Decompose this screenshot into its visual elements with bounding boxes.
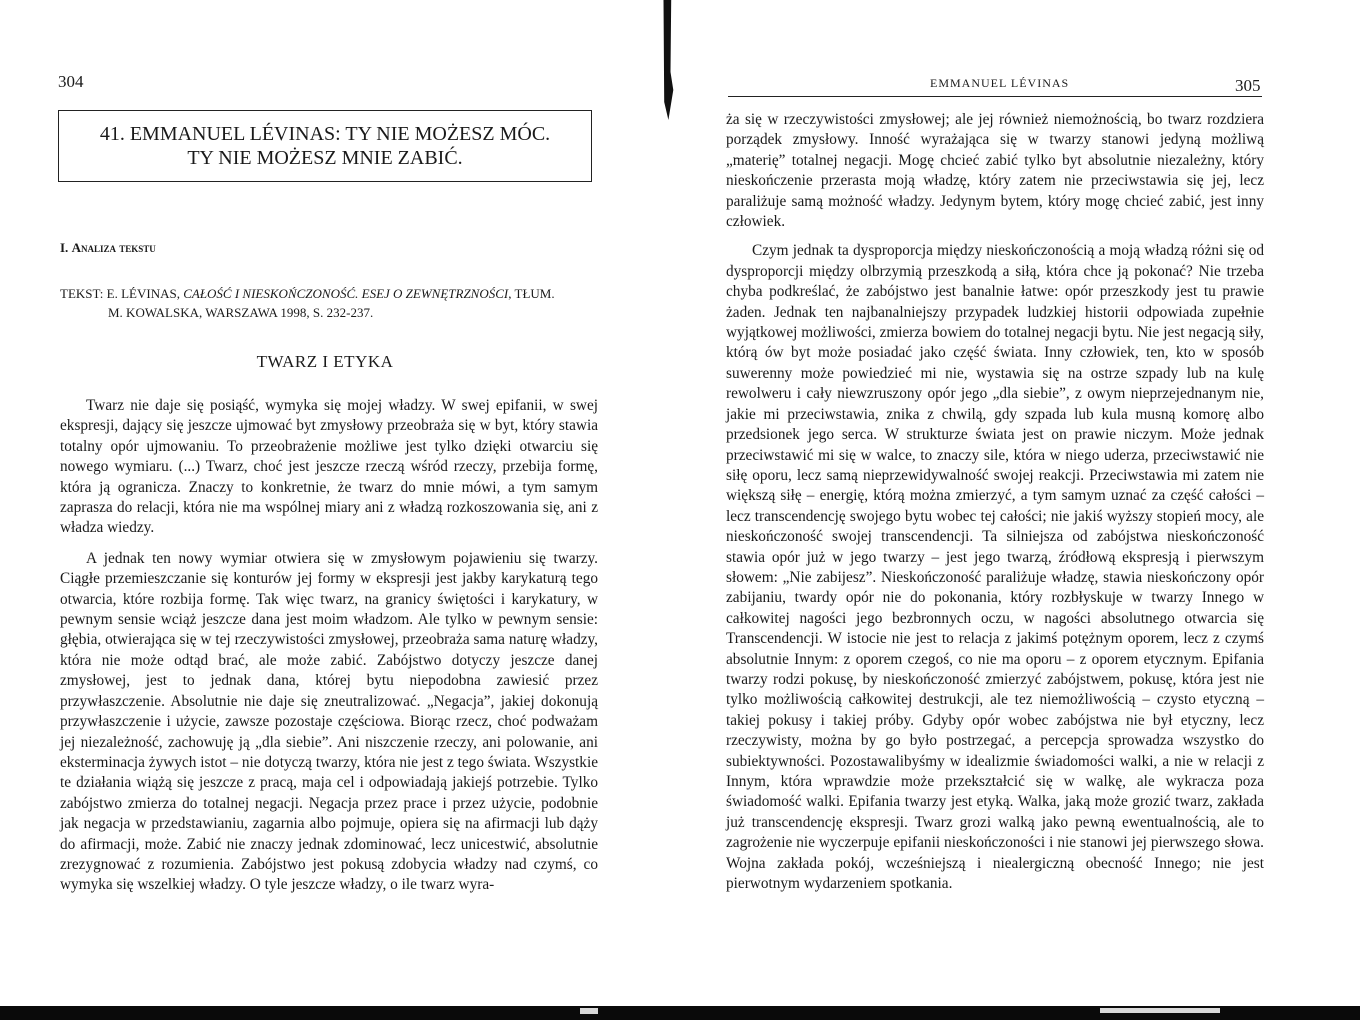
- paragraph: ża się w rzeczywistości zmysłowej; ale jej również niemożnością, bo twarz rozdziera porządek zmysłowy. Inność wyrażająca się w twarzy stanowi jedyną możliwą „materię” totalnej negacji. Mogę chcieć zabić tylko byt absolutnie niezależny, który nieskończenie przerasta moją władzę, który zatem nie przeciwstawia się jej, lecz paraliżuje samą możność władzy. Jedynym bytem, który mogę chcieć zabić, jest inny człowiek.: [726, 111, 1264, 231]
- page-number-right: 305: [1235, 76, 1261, 95]
- section-heading: [60, 240, 156, 256]
- section-number: I.: [60, 240, 69, 255]
- header-rule: [728, 96, 1262, 97]
- chapter-title-line2: TY NIE MOŻESZ MNIE ZABIĆ.: [187, 147, 463, 169]
- source-title: CAŁOŚĆ I NIESKOŃCZONOŚĆ. ESEJ O ZEWNĘTRZNOŚCI: [183, 286, 509, 301]
- paragraph: Czym jednak ta dysproporcja między nieskończonością a moją władzą różni się od dysproporcji między olbrzymią przeszkodą a siłą, która chce ją pokonać? Nie trzeba chyba podkreślać, że zabójstwo jest banalnie łatwe: opór przeszkody jest tu prawie żaden. Jednak ten najbanalniejszy przypadek ludzkiej historii odpowiada zupełnie wyjątkowej możliwości, zmierza bowiem do totalnej negacji bytu. Nie jest negacją siły, którą ów byt może posiadać jako część świata. Inny człowiek, ten, kto w sposób suwerenny może powiedzieć mi nie, wystawia się na ostrze szpady lub na kulę rewolweru i cały niewzruszony opór jego „dla siebie”, z owym nieprzejednanym nie, jakie mi przeciwstawia, znika z chwilą, gdy szpada lub kula musną komorę albo przedsionek jego serca. W strukturze świata jest on prawie niczym. Może jednak przeciwstawić mi się w walce, to znaczy sile, która w niego uderza, przeciwstawić nie siłę oporu, lecz samą nieprzewidywalność swojej reakcji. Przeciwstawia mi zatem nie większą siłę – energię, którą można zmierzyć, a tym samym uznać za część całości – lecz transcendencję swojego bytu wobec tej całości; nie jakiś wyższy stopień mocy, ale nieskończoność swojej transcendencji. Ta silniejsza od zabójstwa nieskończoność stawia opór już w jego twarzy – jest jego twarzą, źródłową ekspresją i pierwszym słowem: „Nie zabijesz”. Nieskończoność paraliżuje władzę, stawia nieskończony opór zabijaniu, twardy opór nie do pokonania, który rozbłyskuje w twarzy Innego w całkowitej nagości jego bezbronnych oczu, w nagości absolutnego otwarcia się Transcendencji. W istocie nie jest to relacja z jakimś potężnym oporem, lecz z czymś absolutnie Innym: z oporem czegoś, co nie ma oporu – z oporem etycznym. Epifania twarzy rodzi pokusę, by nieskończoność zmierzyć zabójstwem, pokusę, która jest nie tylko możliwością całkowitej destrukcji, ale tez niemożliwością – czysto etyczną – takiej pokusy i takiej próby. Gdyby opór wobec zabójstwa nie był etyczny, lecz rzeczywisty, można by go było postrzegać, a percepcja sprowadza wszystko do subiektywności. Pozostawalibyśmy w idealizmie świadomości walki, a nie w relacji z Innym, która wprawdzie może przekształcić się w walkę, ale wykracza poza świadomość walki. Epifania twarzy jest etyką. Walka, jaką może grozić twarz, zakłada już transcendencję ekspresji. Twarz grozi walką jako pewną ewentualnością, ale to zagrożenie nie wyczerpuje epifanii nieskończoności i nie stanowi jej pierwszego słowa. Wojna zakłada pokój, wcześniejszą i niealergiczną obecność Innego; nie jest pierwotnym wydarzeniem spotkania.: [726, 242, 1264, 893]
- scan-edge: [0, 1006, 1360, 1020]
- scan-gap: [580, 1008, 598, 1014]
- binding-shadow: [660, 0, 674, 120]
- left-body-text: [60, 396, 598, 896]
- right-body-text: [726, 110, 1264, 894]
- essay-title: TWARZ I ETYKA: [256, 352, 394, 371]
- chapter-title-line1: 41. EMMANUEL LÉVINAS: TY NIE MOŻESZ MÓC.: [99, 123, 551, 145]
- source-citation: [60, 284, 620, 322]
- paragraph: A jednak ten nowy wymiar otwiera się w zmysłowym pojawieniu się twarzy. Ciągłe przemieszczanie się konturów jej formy w ekspresji jest jakby karykaturą tego otwarcia, które rozbija formę. Tak więc twarz, na granicy świętości i karykatury, w pewnym sensie wciąż jeszcze dana jest moim władzom. Ale tylko w pewnym sensie: głębia, otwierająca się w tej rzeczywistości zmysłowej, przeobraża sama naturę władzy, która nie może odtąd brać, ale może zabić. Zabójstwo dotyczy jeszcze danej zmysłowej, jest to jednak dana, której bytu niepodobna zawiesić przez przywłaszczenie. Absolutnie nie daje się zneutralizować. „Negacja”, jakiej dokonują przywłaszczenie i użycie, zawsze pozostaje częściowa. Biorąc rzecz, choć podważam jej niezależność, zachowuję ją „dla siebie”. Ani niszczenie rzeczy, ani polowanie, ani eksterminacja żywych istot – nie dotyczą twarzy, która nie jest z tego świata. Wszystkie te działania wiążą się jeszcze z pracą, maja cel i odpowiadają jakiejś potrzebie. Tylko zabójstwo zmierza do totalnej negacji. Negacja przez prace i przez użycie, podobnie jak negacja w przedstawianiu, zagarnia albo pojmuje, opiera się na afirmacji lub dąży do afirmacji, może. Zabić nie znaczy jednak zdominować, lecz unicestwić, absolutnie zrezygnować z rozumienia. Zabójstwo jest pokusą zdobycia władzy nad czymś, co wymyka się wszelkiej władzy. O tyle jeszcze władzy, o ile twarz wyra-: [60, 549, 598, 894]
- source-prefix: TEKST: E. LÉVINAS,: [60, 286, 184, 301]
- paragraph: Twarz nie daje się posiąść, wymyka się mojej władzy. W swej epifanii, w swej ekspresji, dający się jeszcze ujmować byt zmysłowy przeobraża się w byt, który stawia totalny opór ujmowaniu. To przeobrażenie możliwe jest tylko dzięki otwarciu się nowego wymiaru. (...) Twarz, choć jest jeszcze rzeczą wśród rzeczy, przebija formę, która ją ogranicza. Znaczy to konkretnie, że twarz do mnie mówi, a tym samym zaprasza do relacji, która nie ma wspólnej miary ani z władzą rozkoszowania się, ani z władza wiedzy.: [60, 397, 598, 537]
- chapter-title-box: [58, 110, 592, 182]
- section-title: Analiza tekstu: [71, 240, 156, 255]
- source-line2: M. KOWALSKA, WARSZAWA 1998, S. 232-237.: [108, 305, 374, 320]
- left-page: [0, 0, 650, 1000]
- right-page: [680, 0, 1360, 1000]
- page-number-left: 304: [58, 72, 84, 91]
- source-suffix: , TŁUM.: [508, 286, 555, 301]
- scan-gap: [1100, 1008, 1220, 1013]
- running-head: EMMANUEL LÉVINAS: [930, 76, 1070, 90]
